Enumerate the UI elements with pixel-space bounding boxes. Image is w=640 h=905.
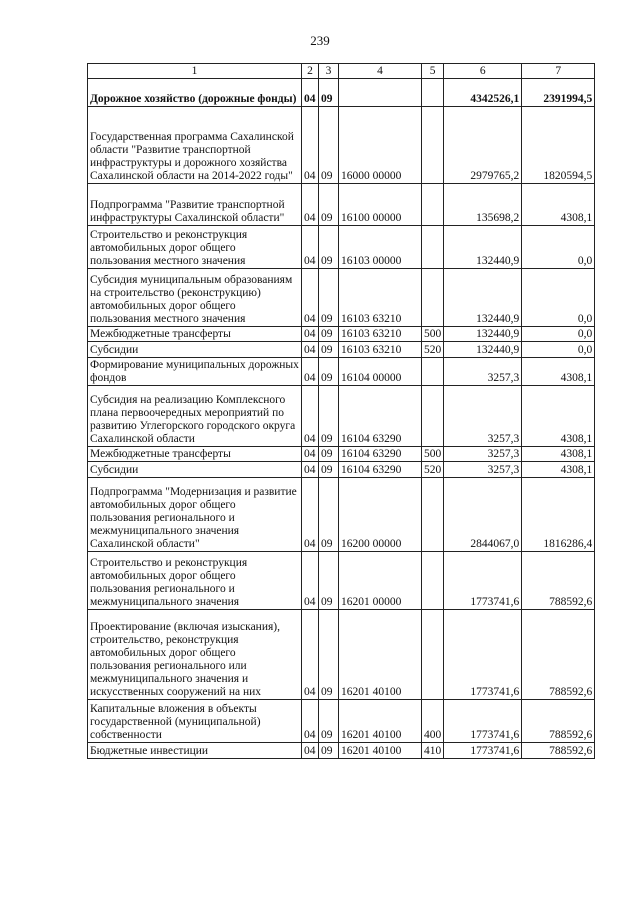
subsection-code-cell: 09 [319, 700, 339, 743]
item-name-cell: Строительство и реконструкция автомобильных дорог общего пользования регионального и межмуниципального значения [88, 552, 302, 610]
table-row [88, 462, 595, 478]
section-code-cell: 04 [302, 447, 319, 462]
amount-col7-cell: 1816286,4 [522, 478, 595, 552]
target-article-cell: 16103 63210 [339, 327, 422, 342]
item-name-cell: Дорожное хозяйство (дорожные фонды) [88, 79, 302, 107]
table-row [88, 447, 595, 462]
subsection-code-cell: 09 [319, 107, 339, 184]
amount-col7-cell: 1820594,5 [522, 107, 595, 184]
amount-col7-cell: 4308,1 [522, 184, 595, 226]
amount-col6-cell: 3257,3 [444, 386, 522, 447]
section-code-cell: 04 [302, 184, 319, 226]
subsection-code-cell: 09 [319, 184, 339, 226]
target-article-cell: 16103 63210 [339, 269, 422, 327]
header-cell: 6 [444, 64, 522, 79]
amount-col6-cell: 135698,2 [444, 184, 522, 226]
section-code-cell: 04 [302, 342, 319, 358]
subsection-code-cell: 09 [319, 743, 339, 759]
item-name-cell: Формирование муниципальных дорожных фондов [88, 358, 302, 386]
table-row [88, 743, 595, 759]
subsection-code-cell: 09 [319, 226, 339, 269]
item-name-cell: Подпрограмма "Модернизация и развитие автомобильных дорог общего пользования регионального и межмуниципального значения Сахалинской области" [88, 478, 302, 552]
target-article-cell: 16200 00000 [339, 478, 422, 552]
amount-col7-cell: 0,0 [522, 342, 595, 358]
subsection-code-cell: 09 [319, 79, 339, 107]
section-code-cell: 04 [302, 552, 319, 610]
subsection-code-cell: 09 [319, 462, 339, 478]
amount-col6-cell: 132440,9 [444, 226, 522, 269]
target-article-cell: 16104 63290 [339, 447, 422, 462]
header-cell: 4 [339, 64, 422, 79]
amount-col7-cell: 788592,6 [522, 700, 595, 743]
table-row [88, 226, 595, 269]
amount-col6-cell: 4342526,1 [444, 79, 522, 107]
table-row [88, 184, 595, 226]
header-cell: 5 [422, 64, 444, 79]
target-article-cell: 16201 40100 [339, 700, 422, 743]
target-article-cell [339, 79, 422, 107]
section-code-cell: 04 [302, 610, 319, 700]
section-code-cell: 04 [302, 700, 319, 743]
expense-type-cell [422, 107, 444, 184]
expense-type-cell [422, 358, 444, 386]
amount-col6-cell: 2979765,2 [444, 107, 522, 184]
section-code-cell: 04 [302, 327, 319, 342]
item-name-cell: Субсидия на реализацию Комплексного плана первоочередных мероприятий по развитию Углегорского городского округа Сахалинской области [88, 386, 302, 447]
subsection-code-cell: 09 [319, 358, 339, 386]
amount-col6-cell: 2844067,0 [444, 478, 522, 552]
table-row [88, 342, 595, 358]
expense-type-cell [422, 184, 444, 226]
amount-col6-cell: 3257,3 [444, 447, 522, 462]
expense-type-cell: 500 [422, 447, 444, 462]
section-code-cell: 04 [302, 79, 319, 107]
table-row [88, 610, 595, 700]
item-name-cell: Капитальные вложения в объекты государственной (муниципальной) собственности [88, 700, 302, 743]
expense-type-cell [422, 386, 444, 447]
amount-col6-cell: 1773741,6 [444, 743, 522, 759]
item-name-cell: Строительство и реконструкция автомобильных дорог общего пользования местного значения [88, 226, 302, 269]
target-article-cell: 16201 40100 [339, 610, 422, 700]
budget-table [87, 63, 595, 759]
amount-col7-cell: 4308,1 [522, 358, 595, 386]
section-code-cell: 04 [302, 478, 319, 552]
subsection-code-cell: 09 [319, 386, 339, 447]
item-name-cell: Государственная программа Сахалинской области "Развитие транспортной инфраструктуры и дорожного хозяйства Сахалинской области на 2014-2022 годы" [88, 107, 302, 184]
item-name-cell: Бюджетные инвестиции [88, 743, 302, 759]
subsection-code-cell: 09 [319, 552, 339, 610]
expense-type-cell [422, 552, 444, 610]
target-article-cell: 16104 00000 [339, 358, 422, 386]
item-name-cell: Проектирование (включая изыскания), строительство, реконструкция автомобильных дорог общего пользования регионального или межмуниципального значения и искусственных сооружений на них [88, 610, 302, 700]
expense-type-cell [422, 79, 444, 107]
section-code-cell: 04 [302, 358, 319, 386]
target-article-cell: 16104 63290 [339, 386, 422, 447]
amount-col7-cell: 0,0 [522, 226, 595, 269]
expense-type-cell: 410 [422, 743, 444, 759]
amount-col7-cell: 4308,1 [522, 447, 595, 462]
amount-col7-cell: 788592,6 [522, 552, 595, 610]
section-code-cell: 04 [302, 226, 319, 269]
target-article-cell: 16201 40100 [339, 743, 422, 759]
amount-col7-cell: 2391994,5 [522, 79, 595, 107]
amount-col6-cell: 1773741,6 [444, 552, 522, 610]
target-article-cell: 16103 00000 [339, 226, 422, 269]
amount-col6-cell: 1773741,6 [444, 610, 522, 700]
item-name-cell: Субсидия муниципальным образованиям на строительство (реконструкцию) автомобильных дорог общего пользования местного значения [88, 269, 302, 327]
table-row [88, 358, 595, 386]
subsection-code-cell: 09 [319, 447, 339, 462]
expense-type-cell: 500 [422, 327, 444, 342]
target-article-cell: 16100 00000 [339, 184, 422, 226]
table-row [88, 269, 595, 327]
table-row [88, 386, 595, 447]
section-code-cell: 04 [302, 269, 319, 327]
header-cell: 2 [302, 64, 319, 79]
expense-type-cell: 520 [422, 462, 444, 478]
page-number: 239 [310, 33, 330, 48]
table-row [88, 700, 595, 743]
amount-col7-cell: 0,0 [522, 269, 595, 327]
table-header-row [88, 64, 595, 79]
target-article-cell: 16103 63210 [339, 342, 422, 358]
target-article-cell: 16201 00000 [339, 552, 422, 610]
item-name-cell: Подпрограмма "Развитие транспортной инфраструктуры Сахалинской области" [88, 184, 302, 226]
item-name-cell: Субсидии [88, 462, 302, 478]
expense-type-cell: 400 [422, 700, 444, 743]
amount-col7-cell: 0,0 [522, 327, 595, 342]
amount-col6-cell: 3257,3 [444, 358, 522, 386]
amount-col7-cell: 788592,6 [522, 743, 595, 759]
target-article-cell: 16104 63290 [339, 462, 422, 478]
subsection-code-cell: 09 [319, 610, 339, 700]
expense-type-cell [422, 226, 444, 269]
amount-col6-cell: 132440,9 [444, 327, 522, 342]
table-row [88, 107, 595, 184]
header-cell: 1 [88, 64, 302, 79]
section-code-cell: 04 [302, 107, 319, 184]
subsection-code-cell: 09 [319, 269, 339, 327]
item-name-cell: Субсидии [88, 342, 302, 358]
subsection-code-cell: 09 [319, 478, 339, 552]
subsection-code-cell: 09 [319, 342, 339, 358]
expense-type-cell [422, 269, 444, 327]
expense-type-cell: 520 [422, 342, 444, 358]
header-cell: 7 [522, 64, 595, 79]
expense-type-cell [422, 478, 444, 552]
amount-col7-cell: 4308,1 [522, 462, 595, 478]
amount-col6-cell: 3257,3 [444, 462, 522, 478]
amount-col6-cell: 132440,9 [444, 269, 522, 327]
subsection-code-cell: 09 [319, 327, 339, 342]
header-cell: 3 [319, 64, 339, 79]
section-code-cell: 04 [302, 462, 319, 478]
section-code-cell: 04 [302, 743, 319, 759]
table-row [88, 552, 595, 610]
table-row [88, 327, 595, 342]
section-code-cell: 04 [302, 386, 319, 447]
amount-col6-cell: 1773741,6 [444, 700, 522, 743]
item-name-cell: Межбюджетные трансферты [88, 447, 302, 462]
amount-col7-cell: 788592,6 [522, 610, 595, 700]
item-name-cell: Межбюджетные трансферты [88, 327, 302, 342]
target-article-cell: 16000 00000 [339, 107, 422, 184]
amount-col7-cell: 4308,1 [522, 386, 595, 447]
table-row [88, 478, 595, 552]
expense-type-cell [422, 610, 444, 700]
table-row [88, 79, 595, 107]
amount-col6-cell: 132440,9 [444, 342, 522, 358]
